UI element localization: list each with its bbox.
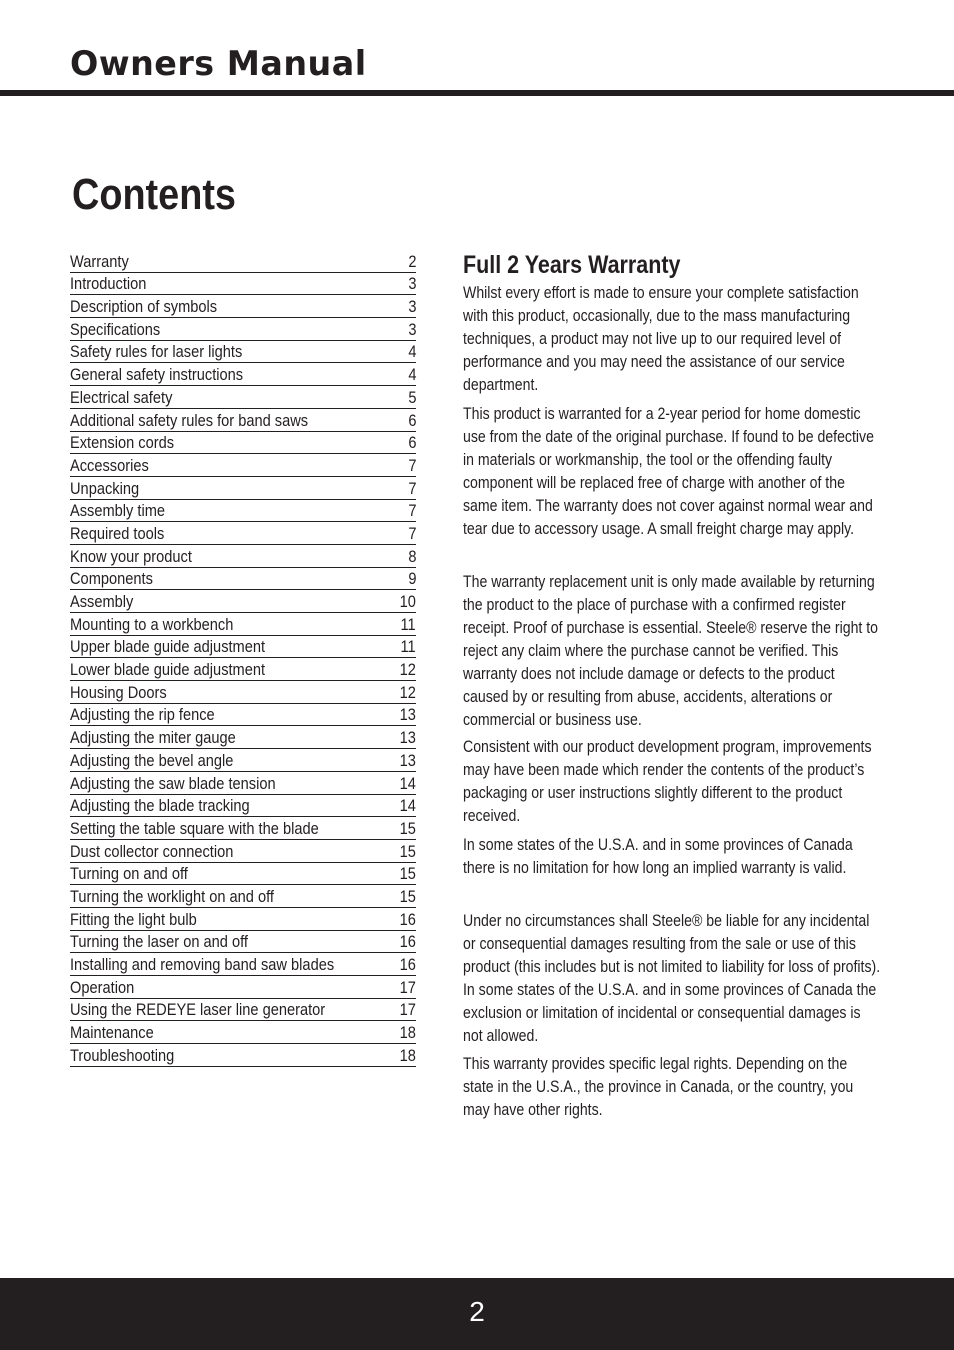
toc-entry xyxy=(70,341,416,364)
toc-entry-title: Troubleshooting xyxy=(70,1045,175,1065)
toc-entry xyxy=(70,931,416,954)
toc-entry-page: 16 xyxy=(399,955,416,974)
toc-entry xyxy=(70,658,416,681)
toc-entry-title: Adjusting the bevel angle xyxy=(70,750,234,770)
toc-entry-page: 11 xyxy=(400,637,416,657)
toc-entry-title: Fitting the light bulb xyxy=(70,909,197,929)
toc-entry-title: Additional safety rules for band saws xyxy=(70,410,309,430)
toc-entry-title: Warranty xyxy=(70,251,129,271)
toc-entry xyxy=(70,613,416,636)
toc-entry-title: Unpacking xyxy=(70,478,140,498)
toc-entry-page: 18 xyxy=(399,1045,416,1065)
toc-entry xyxy=(70,363,416,386)
toc-entry-title: Accessories xyxy=(70,455,149,475)
header-rule xyxy=(0,90,954,96)
toc-entry xyxy=(70,454,416,477)
toc-entry-title: General safety instructions xyxy=(70,365,244,385)
toc-entry xyxy=(70,636,416,659)
toc-entry-title: Components xyxy=(70,569,153,589)
toc-entry-page: 7 xyxy=(407,523,416,543)
toc-entry-page: 13 xyxy=(399,728,416,748)
toc-entry-title: Mounting to a workbench xyxy=(70,614,234,634)
contents-heading: Contents xyxy=(72,170,236,219)
toc-entry xyxy=(70,749,416,772)
toc-entry xyxy=(70,885,416,908)
toc-entry-page: 15 xyxy=(399,886,416,906)
warranty-paragraph: Whilst every effort is made to ensure your complete satisfaction with this product, occasionally, due to the mass manufacturing techniques, a product may not live up to our required level of performance and you may need the assistance of our service department. xyxy=(463,284,859,394)
toc-entry xyxy=(70,590,416,613)
toc-entry xyxy=(70,726,416,749)
page-number: 2 xyxy=(469,1296,485,1327)
toc-entry-page: 5 xyxy=(407,387,416,407)
toc-entry-title: Adjusting the rip fence xyxy=(70,705,215,725)
toc-entry-page: 7 xyxy=(407,501,416,521)
toc-entry xyxy=(70,704,416,727)
toc-entry-title: Maintenance xyxy=(70,1023,154,1043)
toc-entry-title: Adjusting the blade tracking xyxy=(70,796,250,816)
toc-entry-page: 3 xyxy=(407,319,416,339)
toc-entry-page: 9 xyxy=(407,569,416,589)
table-of-contents xyxy=(70,250,416,1067)
toc-entry-title: Safety rules for laser lights xyxy=(70,342,243,362)
toc-entry xyxy=(70,953,416,976)
toc-entry-title: Adjusting the miter gauge xyxy=(70,728,236,748)
toc-entry-title: Turning the laser on and off xyxy=(70,932,249,952)
toc-entry-page: 14 xyxy=(399,796,416,816)
toc-entry-title: Required tools xyxy=(70,523,165,543)
toc-entry-title: Specifications xyxy=(70,319,161,339)
toc-entry xyxy=(70,250,416,273)
toc-entry xyxy=(70,1021,416,1044)
toc-entry xyxy=(70,568,416,591)
toc-entry-page: 7 xyxy=(407,478,416,498)
toc-entry-title: Extension cords xyxy=(70,433,175,453)
toc-entry-title: Upper blade guide adjustment xyxy=(70,637,266,657)
toc-entry-title: Turning on and off xyxy=(70,864,188,884)
warranty-paragraph: This warranty provides specific legal rights. Depending on the state in the U.S.A., the province in Canada, or the country, you may have other rights. xyxy=(463,1055,854,1119)
warranty-section xyxy=(463,248,881,1119)
toc-entry-title: Assembly time xyxy=(70,501,166,521)
toc-entry-page: 13 xyxy=(399,705,416,725)
toc-entry-title: Lower blade guide adjustment xyxy=(70,660,266,680)
toc-entry-page: 13 xyxy=(399,750,416,770)
toc-entry-page: 3 xyxy=(407,274,416,294)
toc-entry xyxy=(70,817,416,840)
toc-entry-title: Assembly xyxy=(70,592,134,611)
toc-entry xyxy=(70,795,416,818)
toc-entry-page: 15 xyxy=(399,818,416,838)
toc-entry-page: 15 xyxy=(399,841,416,861)
toc-entry xyxy=(70,295,416,318)
toc-entry-page: 10 xyxy=(399,592,416,611)
toc-entry xyxy=(70,976,416,999)
warranty-paragraph: The warranty replacement unit is only made available by returning the product to the place of purchase with a confirmed register receipt. Proof of purchase is essential. Steele® reserve the right to reject any claim where the purchase cannot be verified. This warranty does not include damage or defects to the product caused by or resulting from abuse, accidents, alterations or commercial or business use. xyxy=(463,573,879,729)
toc-entry-page: 11 xyxy=(400,614,416,634)
toc-entry xyxy=(70,840,416,863)
toc-entry-title: Description of symbols xyxy=(70,297,218,317)
toc-entry-title: Dust collector connection xyxy=(70,841,234,861)
toc-entry xyxy=(70,772,416,795)
toc-entry-page: 8 xyxy=(407,546,416,566)
toc-entry-page: 6 xyxy=(407,410,416,430)
manual-title: Owners Manual xyxy=(70,44,367,84)
page-footer xyxy=(0,1278,954,1350)
toc-entry-page: 17 xyxy=(399,1000,416,1020)
toc-entry-title: Operation xyxy=(70,977,135,997)
warranty-paragraph: Consistent with our product development program, improvements may have been made which render the contents of the product’s packaging or user instructions slightly different to the product received. xyxy=(463,738,872,825)
toc-entry-page: 3 xyxy=(407,297,416,317)
toc-entry-title: Setting the table square with the blade xyxy=(70,818,319,838)
toc-entry-title: Adjusting the saw blade tension xyxy=(70,773,276,793)
toc-entry xyxy=(70,545,416,568)
toc-entry-page: 16 xyxy=(399,932,416,952)
warranty-heading: Full 2 Years Warranty xyxy=(463,251,681,279)
toc-entry-title: Using the REDEYE laser line generator xyxy=(70,1000,326,1020)
toc-entry-page: 12 xyxy=(399,660,416,680)
toc-entry xyxy=(70,318,416,341)
toc-entry-title: Housing Doors xyxy=(70,682,167,702)
toc-entry xyxy=(70,908,416,931)
toc-entry xyxy=(70,409,416,432)
toc-entry xyxy=(70,863,416,886)
toc-entry-page: 7 xyxy=(407,455,416,475)
toc-entry-page: 4 xyxy=(407,365,416,385)
toc-entry xyxy=(70,432,416,455)
toc-entry xyxy=(70,999,416,1022)
toc-entry-page: 4 xyxy=(407,342,416,362)
toc-entry xyxy=(70,477,416,500)
toc-entry-title: Installing and removing band saw blades xyxy=(70,955,335,974)
toc-entry-page: 2 xyxy=(407,251,416,271)
toc-entry-title: Introduction xyxy=(70,274,147,294)
toc-entry-page: 14 xyxy=(399,773,416,793)
toc-entry xyxy=(70,500,416,523)
toc-entry-title: Know your product xyxy=(70,546,192,566)
toc-entry-page: 18 xyxy=(399,1023,416,1043)
warranty-paragraph: In some states of the U.S.A. and in some provinces of Canada there is no limitation for how long an implied warranty is valid. xyxy=(463,836,853,877)
toc-entry xyxy=(70,681,416,704)
toc-entry xyxy=(70,386,416,409)
warranty-paragraph: This product is warranted for a 2-year period for home domestic use from the date of the original purchase. If found to be defective in materials or workmanship, the tool or the offending faulty component will be replaced free of charge with another of the same item. The warranty does not cover against normal wear and tear due to accessory usage. A small freight charge may apply. xyxy=(463,405,874,538)
toc-entry-page: 17 xyxy=(399,977,416,997)
toc-entry xyxy=(70,1044,416,1067)
toc-entry-title: Turning the worklight on and off xyxy=(70,886,274,906)
toc-entry-page: 15 xyxy=(399,864,416,884)
toc-entry-page: 12 xyxy=(399,682,416,702)
toc-entry-page: 16 xyxy=(399,909,416,929)
toc-entry xyxy=(70,522,416,545)
toc-entry-title: Electrical safety xyxy=(70,387,173,407)
toc-entry xyxy=(70,273,416,296)
toc-entry-page: 6 xyxy=(407,433,416,453)
warranty-paragraph: Under no circumstances shall Steele® be liable for any incidental or consequential damages resulting from the sale or use of this product (this includes but is not limited to liability for loss of profits). In some states of the U.S.A. and in some provinces of Canada the exclusion or limitation of incidental or consequential damages is not allowed. xyxy=(463,912,881,1045)
